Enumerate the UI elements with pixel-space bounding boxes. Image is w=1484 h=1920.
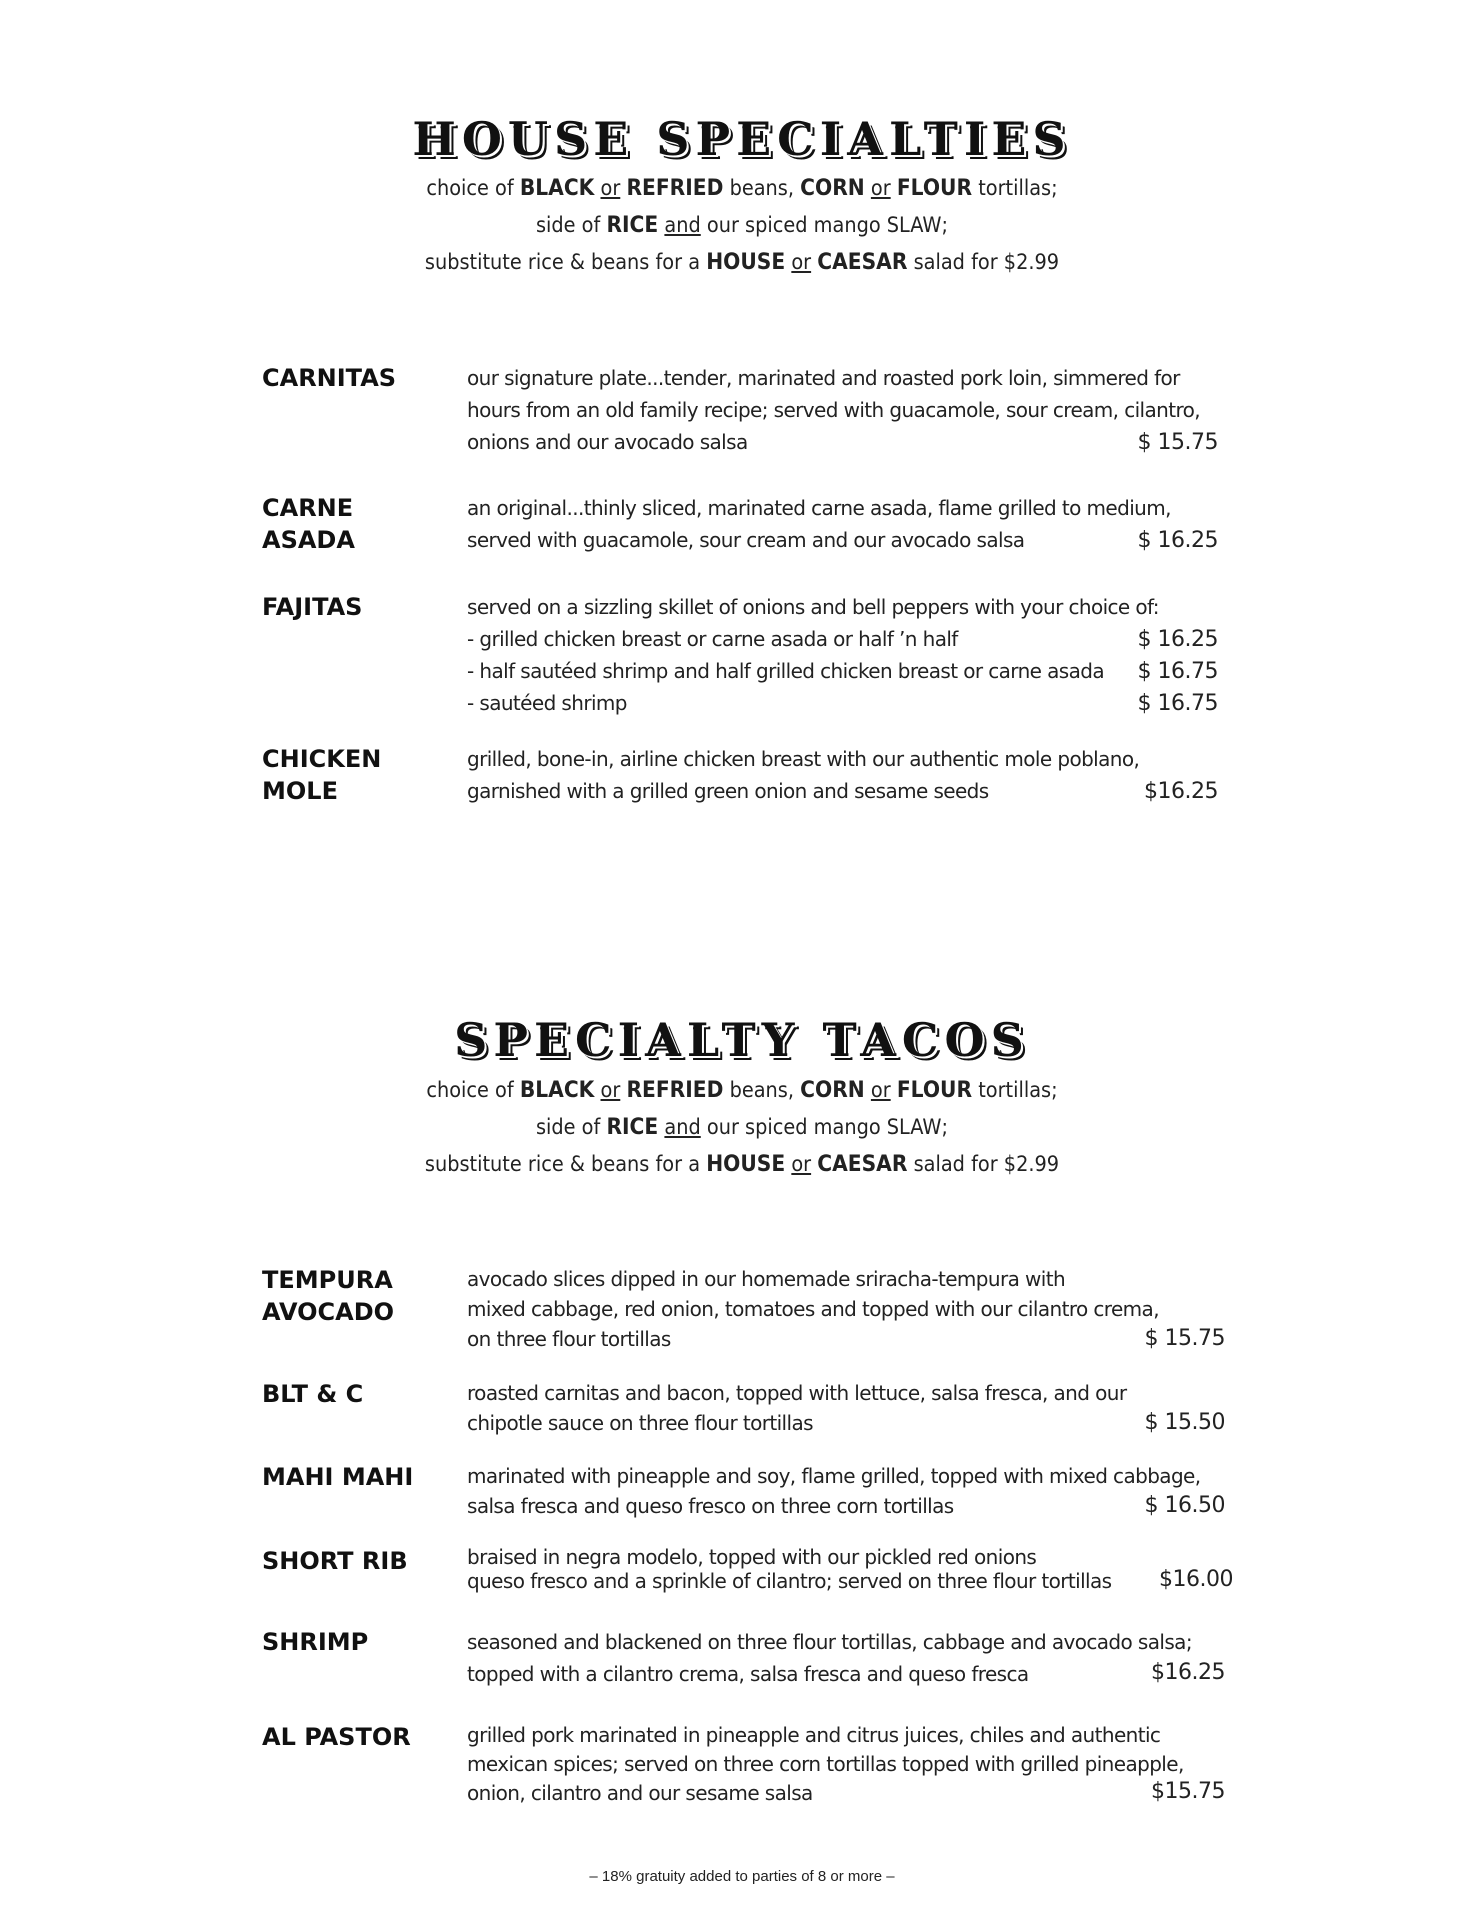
note-bold: CORN [800,1078,865,1103]
menu-item-price: $ 16.50 [1144,1493,1225,1518]
menu-item-price: $ 16.75 [1137,691,1218,716]
house-specialties-notes [59,170,1424,281]
description-line: our signature plate...tender, marinated and roasted pork loin, simmered for [467,366,1180,390]
description-line: - sautéed shrimp [467,691,627,715]
menu-item-description [467,1378,1147,1438]
description-line: served on a sizzling skillet of onions and bell peppers with your choice of: [467,595,1159,619]
description-line: served with guacamole, sour cream and our avocado salsa [467,528,1025,552]
note-underline: or [600,1078,621,1102]
menu-item-description [467,1545,1147,1593]
note-text: choice of [426,1078,520,1102]
menu-item-price: $16.25 [1151,1660,1225,1685]
menu-item-price: $15.75 [1151,1779,1225,1804]
note-text: choice of [426,176,520,200]
menu-item-description [467,743,1147,807]
description-line: grilled pork marinated in pineapple and citrus juices, chiles and authentic [467,1723,1161,1747]
note-underline: and [664,213,701,237]
note-text: substitute rice & beans for a [424,250,707,274]
description-line: queso fresco and a sprinkle of cilantro; served on three flour tortillas [467,1569,1112,1593]
description-line: on three flour tortillas [467,1327,671,1351]
menu-item-price: $ 15.75 [1137,430,1218,455]
description-line: garnished with a grilled green onion and sesame seeds [467,779,989,803]
menu-item-name: CARNITAS [262,364,397,392]
note-text: tortillas; [972,1078,1058,1102]
description-line: mexican spices; served on three corn tortillas topped with grilled pineapple, [467,1752,1184,1776]
menu-item-description [467,591,1159,719]
description-line: braised in negra modelo, topped with our pickled red onions [467,1545,1037,1569]
menu-item-price: $ 16.25 [1137,528,1218,553]
menu-item-name: SHRIMP [262,1628,369,1656]
description-line: seasoned and blackened on three flour tortillas, cabbage and avocado salsa; [467,1630,1192,1654]
menu-item-name: CARNE ASADA [262,494,355,554]
note-bold: REFRIED [626,176,724,201]
note-text: salad for $2.99 [907,1152,1060,1176]
note-bold: FLOUR [896,176,973,201]
note-underline: or [791,1152,812,1176]
note-text: beans, [723,1078,801,1102]
menu-item-description [467,1264,1159,1354]
notes-line-2 [59,207,1424,244]
notes-line-3 [59,244,1424,281]
notes-line-3 [59,1146,1424,1183]
note-bold: REFRIED [626,1078,724,1103]
menu-item-price: $ 16.25 [1137,627,1218,652]
note-bold: RICE [606,213,659,238]
note-underline: or [870,1078,891,1102]
notes-line-1 [59,1072,1424,1109]
note-underline: or [870,176,891,200]
note-bold: FLOUR [896,1078,973,1103]
description-line: an original...thinly sliced, marinated carne asada, flame grilled to medium, [467,496,1171,520]
notes-line-2 [59,1109,1424,1146]
specialty-tacos-notes [59,1072,1424,1183]
menu-item-name: AL PASTOR [262,1723,411,1751]
menu-item-price: $16.25 [1144,779,1218,804]
description-line: chipotle sauce on three flour tortillas [467,1411,813,1435]
menu-item-price: $ 16.75 [1137,659,1218,684]
notes-line-1 [59,170,1424,207]
house-specialties-title: HOUSE SPECIALTIES [412,112,1072,166]
description-line: - half sautéed shrimp and half grilled chicken breast or carne asada [467,659,1104,683]
description-line: onion, cilantro and our sesame salsa [467,1781,813,1805]
note-text: salad for $2.99 [907,250,1060,274]
note-bold: HOUSE [706,250,786,275]
note-text: side of [535,1115,607,1139]
menu-item-description [467,492,1171,556]
note-text: our spiced mango SLAW; [700,213,949,237]
note-bold: CAESAR [817,250,908,275]
menu-item-name: CHICKEN MOLE [262,745,382,805]
description-line: salsa fresca and queso fresco on three corn tortillas [467,1494,954,1518]
specialty-tacos-title: SPECIALTY TACOS [454,1013,1030,1067]
description-line: avocado slices dipped in our homemade sriracha-tempura with [467,1267,1066,1291]
description-line: hours from an old family recipe; served with guacamole, sour cream, cilantro, [467,398,1201,422]
menu-item-name: BLT & C [262,1380,364,1408]
note-text: our spiced mango SLAW; [700,1115,949,1139]
note-bold: HOUSE [706,1152,786,1177]
note-bold: RICE [606,1115,659,1140]
gratuity-note: – 18% gratuity added to parties of 8 or more – [589,1868,895,1885]
note-bold: BLACK [519,1078,595,1103]
note-text: side of [535,213,607,237]
note-text: substitute rice & beans for a [424,1152,707,1176]
note-bold: CORN [800,176,865,201]
menu-item-name: SHORT RIB [262,1547,408,1575]
menu-item-name: MAHI MAHI [262,1463,414,1491]
menu-item-price: $ 15.75 [1144,1326,1225,1351]
menu-item-price: $16.00 [1159,1567,1233,1592]
menu-item-description [467,1721,1184,1808]
note-bold: BLACK [519,176,595,201]
note-bold: CAESAR [817,1152,908,1177]
menu-item-name: FAJITAS [262,593,363,621]
note-underline: or [600,176,621,200]
menu-item-price: $ 15.50 [1144,1410,1225,1435]
description-line: roasted carnitas and bacon, topped with lettuce, salsa fresca, and our [467,1381,1127,1405]
description-line: marinated with pineapple and soy, flame grilled, topped with mixed cabbage, [467,1464,1201,1488]
description-line: mixed cabbage, red onion, tomatoes and topped with our cilantro crema, [467,1297,1159,1321]
description-line: - grilled chicken breast or carne asada or half ’n half [467,627,958,651]
description-line: grilled, bone-in, airline chicken breast with our authentic mole poblano, [467,747,1140,771]
note-text: tortillas; [972,176,1058,200]
note-underline: or [791,250,812,274]
description-line: topped with a cilantro crema, salsa fresca and queso fresca [467,1662,1029,1686]
note-underline: and [664,1115,701,1139]
description-line: onions and our avocado salsa [467,430,748,454]
menu-item-name: TEMPURA AVOCADO [262,1266,395,1326]
note-text: beans, [723,176,801,200]
